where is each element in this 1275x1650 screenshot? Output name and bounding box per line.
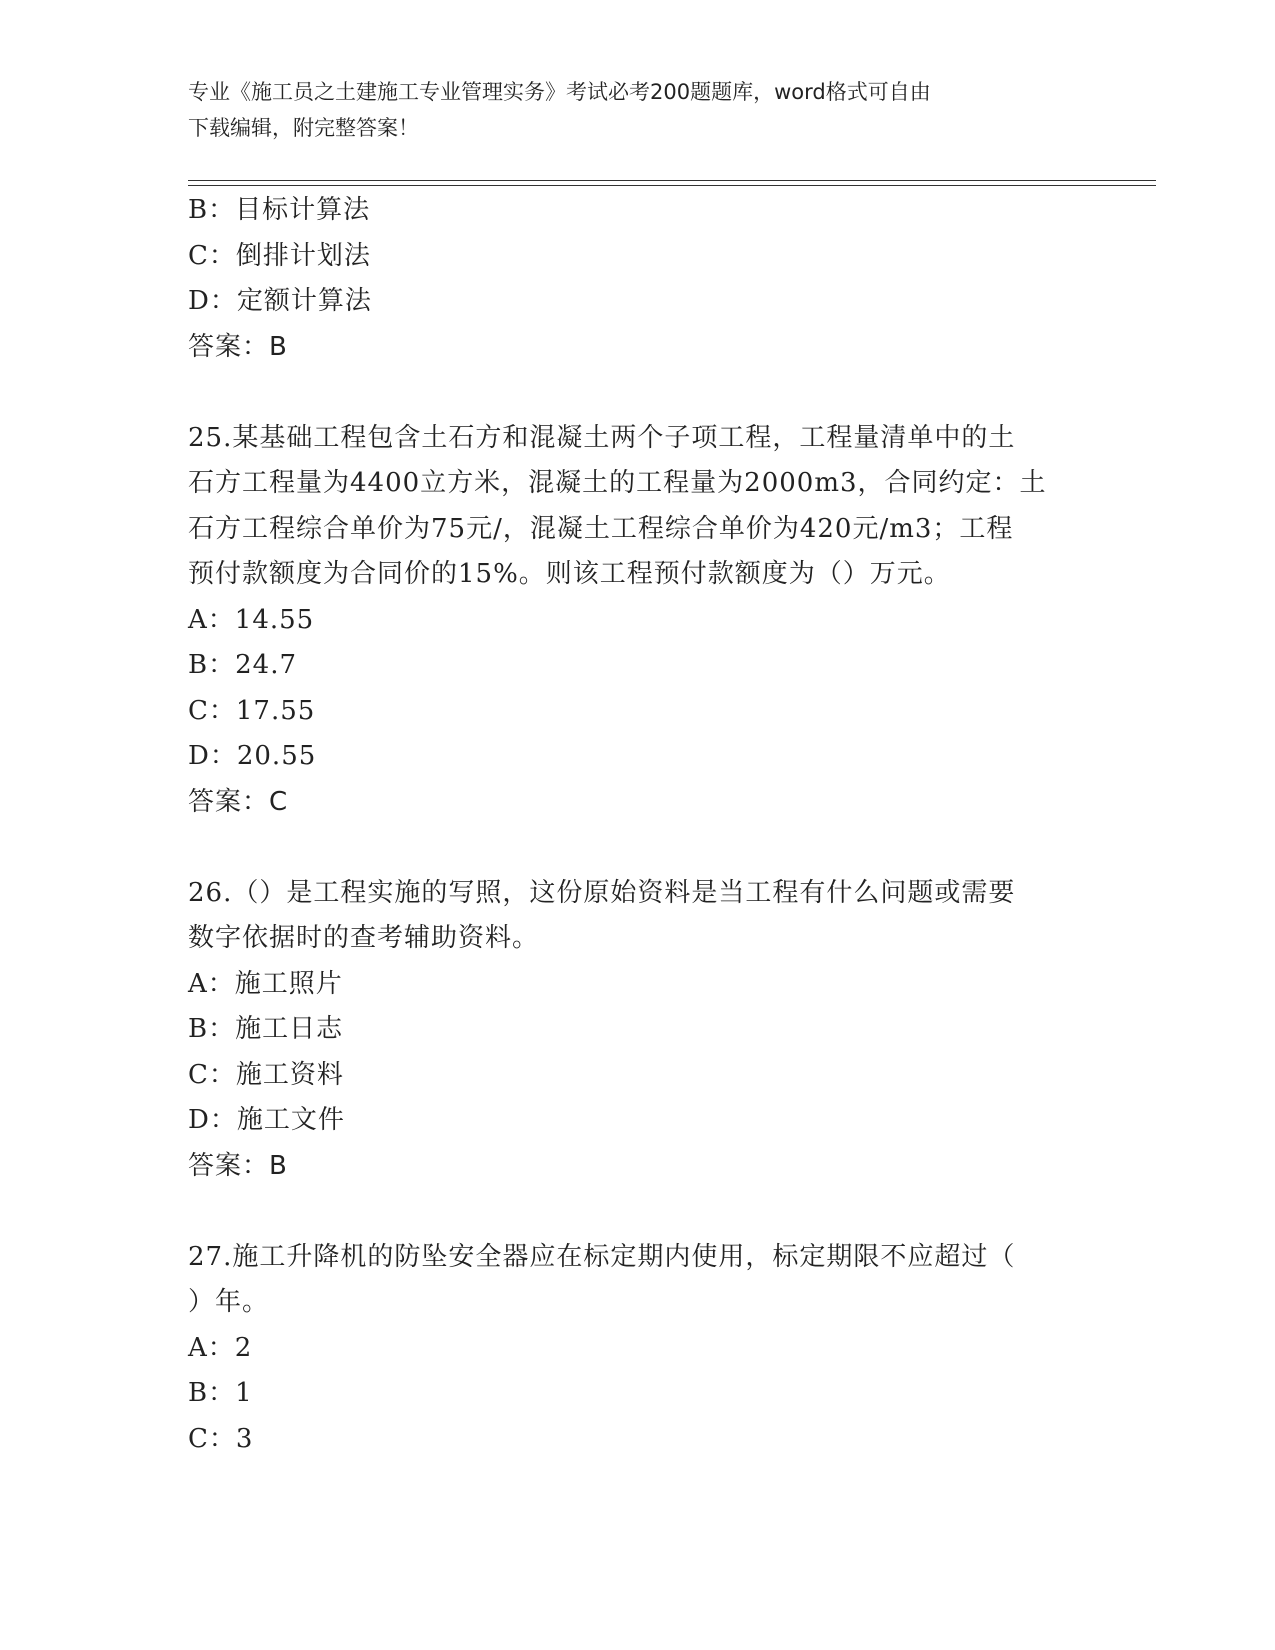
answer-line: 答案：B bbox=[188, 331, 288, 362]
question-25 bbox=[188, 416, 1088, 826]
option-a: A：施工照片 bbox=[188, 968, 343, 999]
option-b: B：24.7 bbox=[188, 650, 297, 680]
question-27 bbox=[188, 1235, 1088, 1463]
option-c: C：施工资料 bbox=[188, 1059, 344, 1090]
answer-line: 答案：C bbox=[188, 786, 289, 817]
question-text-line: 石方工程综合单价为75元/，混凝土工程综合单价为420元/m3；工程 bbox=[188, 513, 1014, 544]
option-d: D：20.55 bbox=[188, 741, 317, 771]
question-26 bbox=[188, 871, 1088, 1190]
option-c: C：倒排计划法 bbox=[188, 240, 371, 271]
header-line-1: 专业《施工员之土建施工专业管理实务》考试必考200题题库，word格式可自由 bbox=[188, 80, 931, 104]
question-text-line: 27.施工升降机的防坠安全器应在标定期内使用，标定期限不应超过（ bbox=[188, 1241, 1016, 1272]
question-text-line: 石方工程量为4400立方米，混凝土的工程量为2000m3，合同约定：土 bbox=[188, 468, 1047, 498]
option-c: C：17.55 bbox=[188, 695, 316, 726]
question-text-line: ）年。 bbox=[188, 1287, 270, 1317]
question-text-line: 数字依据时的查考辅助资料。 bbox=[188, 923, 540, 953]
spacer bbox=[188, 1189, 1088, 1235]
document-header bbox=[188, 74, 1088, 146]
header-divider-top bbox=[188, 180, 1156, 181]
option-b: B：1 bbox=[188, 1378, 253, 1408]
header-line-2: 下载编辑，附完整答案！ bbox=[188, 116, 419, 140]
question-text-line: 预付款额度为合同价的15%。则该工程预付款额度为（）万元。 bbox=[188, 559, 951, 589]
spacer bbox=[188, 825, 1088, 871]
header-divider-bottom bbox=[188, 185, 1156, 186]
spacer bbox=[188, 370, 1088, 416]
question-24-tail bbox=[188, 188, 1088, 370]
option-d: D：施工文件 bbox=[188, 1105, 345, 1135]
option-b: B：施工日志 bbox=[188, 1014, 344, 1044]
document-body bbox=[188, 188, 1088, 1462]
option-d: D：定额计算法 bbox=[188, 286, 372, 316]
question-text-line: 26.（）是工程实施的写照，这份原始资料是当工程有什么问题或需要 bbox=[188, 877, 1016, 908]
option-c: C：3 bbox=[188, 1423, 254, 1454]
answer-line: 答案：B bbox=[188, 1150, 288, 1181]
question-text-line: 25.某基础工程包含土石方和混凝土两个子项工程，工程量清单中的土 bbox=[188, 422, 1016, 453]
option-b: B：目标计算法 bbox=[188, 195, 371, 225]
option-a: A：14.55 bbox=[188, 604, 315, 635]
option-a: A：2 bbox=[188, 1332, 253, 1363]
